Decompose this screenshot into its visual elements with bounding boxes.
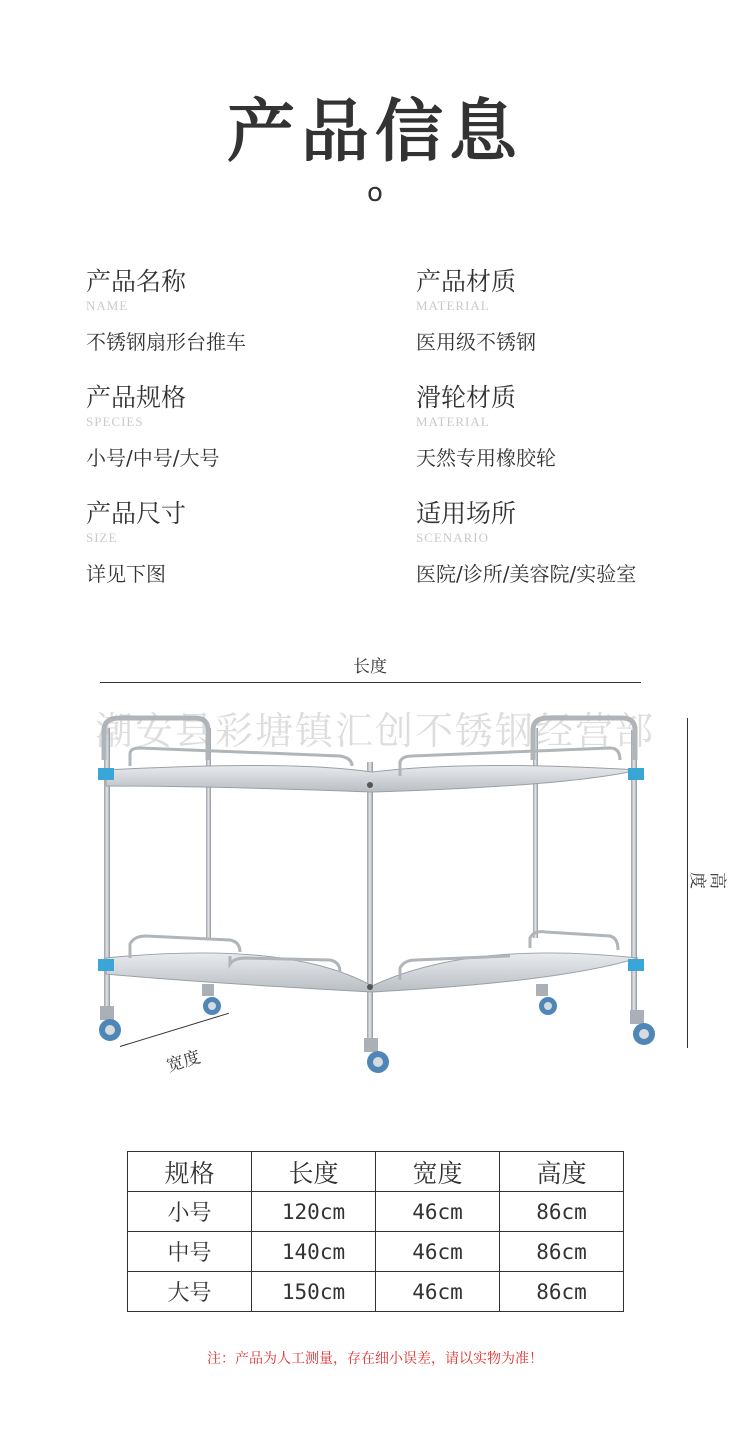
info-name: [86, 262, 246, 355]
info-size: [86, 494, 186, 587]
table-header-cell: 长度: [252, 1152, 376, 1192]
height-label: [687, 862, 727, 902]
width-label: 宽度: [164, 1047, 203, 1077]
info-value: 详见下图: [86, 562, 166, 586]
table-cell: 86cm: [500, 1272, 624, 1312]
info-value: 小号/中号/大号: [86, 446, 220, 470]
table-cell: 46cm: [376, 1272, 500, 1312]
table-cell: 大号: [128, 1272, 252, 1312]
page-title: 产品信息: [226, 93, 523, 172]
info-species: [86, 378, 219, 471]
table-cell: 中号: [128, 1232, 252, 1272]
disclaimer-note: 注：产品为人工测量，存在细小误差，请以实物为准！: [207, 1351, 543, 1367]
info-scenario: [416, 494, 636, 587]
table-cell: 86cm: [500, 1232, 624, 1272]
info-material: [416, 262, 536, 355]
table-row: [128, 1272, 624, 1312]
table-header-row: [128, 1152, 624, 1192]
info-value: 医院/诊所/美容院/实验室: [416, 562, 637, 586]
info-en: SPECIES: [86, 414, 144, 429]
table-cell: 140cm: [252, 1232, 376, 1272]
table-cell: 120cm: [252, 1192, 376, 1232]
table-cell: 46cm: [376, 1192, 500, 1232]
table-cell: 150cm: [252, 1272, 376, 1312]
table-cell: 小号: [128, 1192, 252, 1232]
table-header-cell: 高度: [500, 1152, 624, 1192]
info-en: SCENARIO: [416, 530, 490, 545]
info-value: 医用级不锈钢: [416, 330, 536, 354]
title-mark: o: [367, 178, 383, 208]
watermark: 潮安县彩塘镇汇创不锈钢经营部: [94, 709, 655, 753]
info-wheel-material: [416, 378, 556, 471]
info-label: 产品尺寸: [86, 499, 187, 528]
info-en: MATERIAL: [416, 414, 490, 429]
table-header-cell: 宽度: [376, 1152, 500, 1192]
length-line: [100, 682, 641, 683]
info-value: 天然专用橡胶轮: [416, 446, 556, 470]
table-row: [128, 1232, 624, 1272]
table-row: [128, 1192, 624, 1232]
spec-table: [127, 1151, 624, 1312]
table-cell: 86cm: [500, 1192, 624, 1232]
info-label: 适用场所: [416, 499, 517, 528]
info-label: 产品名称: [86, 267, 187, 296]
info-en: MATERIAL: [416, 298, 490, 313]
info-label: 滑轮材质: [416, 383, 517, 412]
info-en: NAME: [86, 298, 129, 313]
height-label-text: 高度: [687, 872, 727, 889]
info-label: 产品材质: [416, 267, 517, 296]
table-cell: 46cm: [376, 1232, 500, 1272]
length-label: 长度: [353, 657, 387, 677]
info-en: SIZE: [86, 530, 118, 545]
info-value: 不锈钢扇形台推车: [86, 330, 246, 354]
table-header-cell: 规格: [128, 1152, 252, 1192]
info-label: 产品规格: [86, 383, 187, 412]
trolley-image: [90, 700, 680, 1090]
